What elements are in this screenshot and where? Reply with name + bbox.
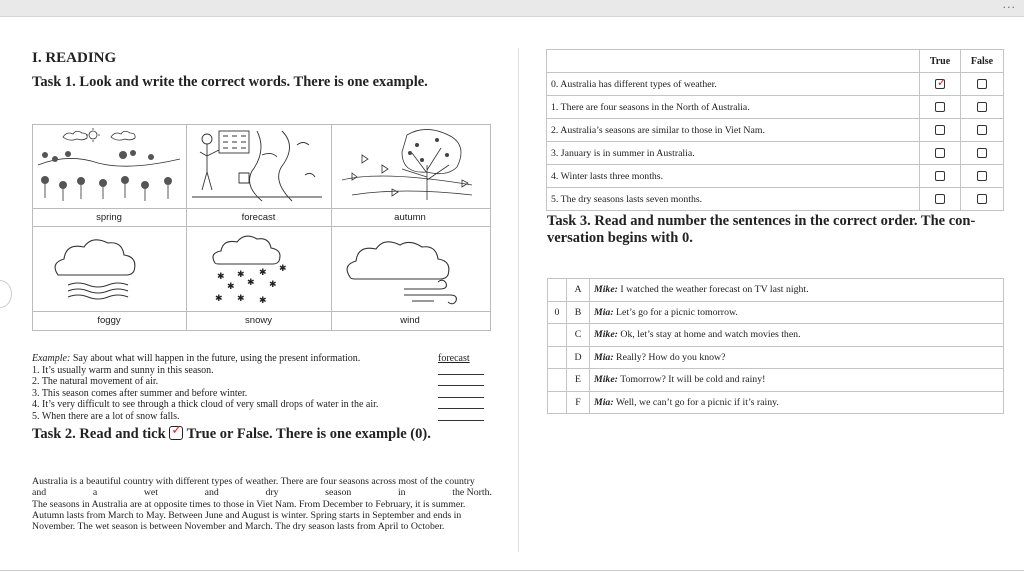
order-sentence: Mike: I watched the weather forecast on TV last night. [590,279,1004,302]
tf-row [547,73,1004,96]
true-checkbox[interactable] [935,125,945,135]
picture-foggy [33,227,187,312]
check-icon: ✓ [937,76,947,90]
svg-text:✱: ✱ [247,278,255,288]
order-letter: F [567,391,590,414]
order-number-cell[interactable] [548,279,567,302]
order-number-cell[interactable] [548,391,567,414]
page-scroll-handle[interactable] [0,280,12,308]
svg-text:✱: ✱ [237,270,245,280]
reading-heading: I. READING [32,50,117,66]
true-checkbox[interactable] [935,102,945,112]
order-letter: E [567,369,590,392]
more-options-icon[interactable]: ··· [1002,1,1016,14]
question-3: 3. This season comes after summer and before winter. [32,387,248,399]
order-sentence: Mike: Tomorrow? It will be cold and rainy! [590,369,1004,392]
answer-blank-1[interactable] [438,365,484,375]
picture-label-4: foggy [97,315,121,326]
answer-blank-3[interactable] [438,388,484,398]
order-sentence: Mike: Ok, let’s stay at home and watch movies then. [590,324,1004,347]
true-checkbox[interactable] [935,148,945,158]
tf-row [547,119,1004,142]
task1-questions [32,353,492,422]
true-header: True [920,50,961,73]
question-4: 4. It’s very difficult to see through a thick cloud of very small drops of water in the air. [32,399,379,410]
passage-line-2: and a wet and dry season in the North. [32,487,492,499]
picture-autumn [332,125,490,209]
tf-statement: 1. There are four seasons in the North of Australia. [547,96,920,119]
order-number-cell[interactable] [548,369,567,392]
order-sentence: Mia: Let’s go for a picnic tomorrow. [590,301,1004,324]
tf-statement: 2. Australia’s seasons are similar to those in Viet Nam. [547,119,920,142]
picture-grid [32,124,491,331]
task1-title: Task 1. Look and write the correct words. There is one example. [32,74,428,90]
question-5: 5. When there are a lot of snow falls. [32,410,180,422]
tf-row [547,96,1004,119]
svg-text:✱: ✱ [215,294,223,304]
svg-text:✱: ✱ [217,272,225,282]
svg-text:✱: ✱ [259,268,267,278]
order-sentence: Mia: Well, we can’t go for a picnic if it’s rainy. [590,391,1004,414]
picture-wind [332,227,490,312]
viewer-toolbar [0,0,1024,17]
order-letter: C [567,324,590,347]
question-1: 1. It’s usually warm and sunny in this season. [32,364,214,376]
picture-label-2: forecast [241,212,276,223]
order-number-cell[interactable]: 0 [548,301,567,324]
order-row [548,369,1004,392]
false-checkbox[interactable] [977,79,987,89]
svg-text:✱: ✱ [259,296,267,306]
true-checkbox[interactable] [935,194,945,204]
order-row [548,391,1004,414]
order-letter: D [567,346,590,369]
tf-statement: 3. January is in summer in Australia. [547,142,920,165]
svg-text:✱: ✱ [269,280,277,290]
tf-row [547,188,1004,211]
order-number-cell[interactable] [548,324,567,347]
tf-statement: 5. The dry seasons lasts seven months. [547,188,920,211]
picture-spring [33,125,187,209]
true-checkbox[interactable] [935,171,945,181]
order-sentence: Mia: Really? How do you know? [590,346,1004,369]
picture-label-3: autumn [394,212,426,223]
passage-rest: The seasons in Australia are at opposite times to those in Viet Nam. From December to February, it is summer. Autumn lasts from March to May. Between June and August is winter. Spring starts in September and ends in November. The wet season is between November and March. The dry season lasts from April to October. [32,498,466,533]
true-false-table [546,49,1004,211]
tf-row [547,165,1004,188]
passage-line-1: Australia is a beautiful country with different types of weather. There are four seasons across most of the country [32,476,475,487]
example-answer: forecast [438,353,470,364]
tf-statement: 0. Australia has different types of weather. [547,73,920,96]
picture-label-5: snowy [245,315,272,326]
picture-snowy [187,227,332,312]
picture-label-6: wind [400,315,420,326]
tf-row [547,142,1004,165]
svg-text:✱: ✱ [237,294,245,304]
true-checkbox[interactable] [935,76,947,90]
page-bottom-edge [0,570,1024,571]
order-table [547,278,1004,414]
false-checkbox[interactable] [977,125,987,135]
task2-title: Task 2. Read and tick ✓ True or False. There is one example (0). [32,423,431,442]
order-row [548,346,1004,369]
order-number-cell[interactable] [548,346,567,369]
order-letter: B [567,301,590,324]
answer-blank-4[interactable] [438,399,484,409]
picture-label-1: spring [96,212,122,223]
task3-title: Task 3. Read and number the sentences in the correct order. The con- versation begins with 0. [547,213,976,246]
column-divider [518,48,519,552]
svg-text:✱: ✱ [227,282,235,292]
answer-blank-2[interactable] [438,376,484,386]
false-header: False [961,50,1004,73]
question-2: 2. The natural movement of air. [32,376,159,387]
example-text: Say about what will happen in the future, using the present information. [70,353,361,364]
picture-forecast [187,125,332,209]
order-row [548,301,1004,324]
order-letter: A [567,279,590,302]
false-checkbox[interactable] [977,171,987,181]
false-checkbox[interactable] [977,102,987,112]
answer-blank-5[interactable] [438,411,484,421]
task2-passage [32,476,492,532]
svg-text:✱: ✱ [279,264,287,274]
example-label: Example: [32,353,71,364]
tf-statement: 4. Winter lasts three months. [547,165,920,188]
order-row [548,324,1004,347]
false-checkbox[interactable] [977,194,987,204]
order-row [548,279,1004,302]
false-checkbox[interactable] [977,148,987,158]
tick-icon: ✓ [171,423,183,438]
